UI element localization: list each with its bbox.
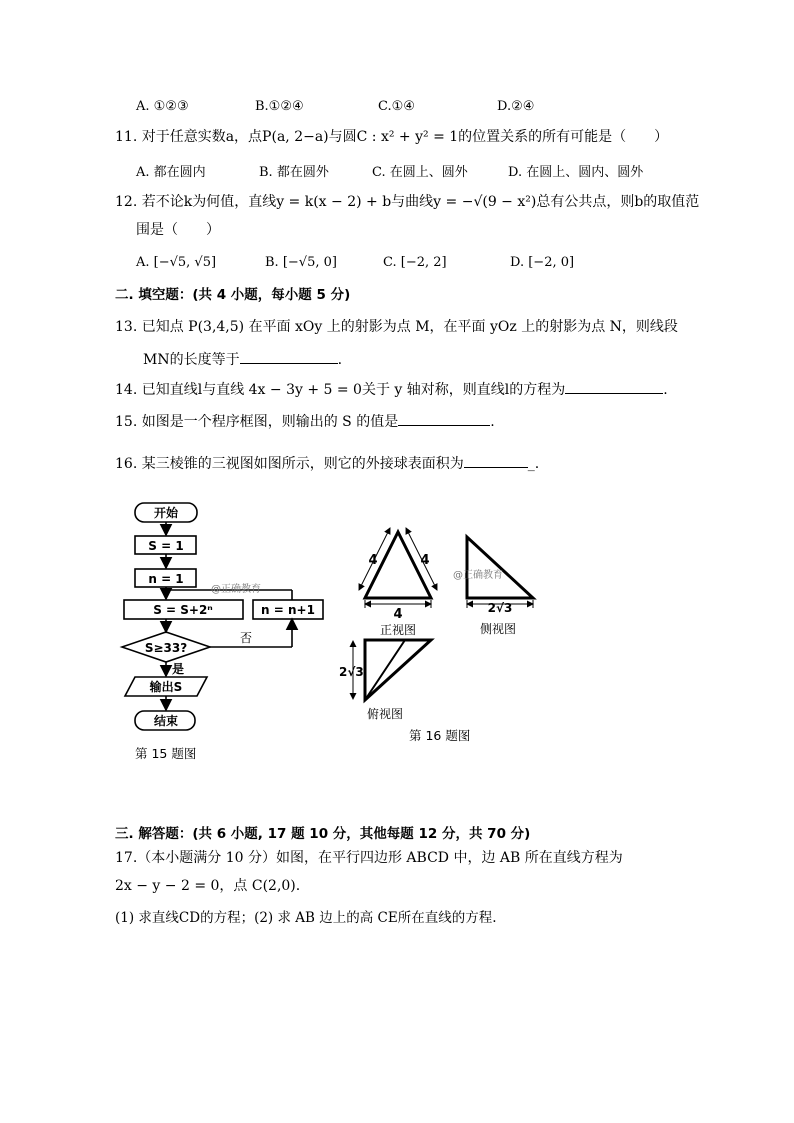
- q16-answer-blank[interactable]: [464, 453, 528, 468]
- q15-text: 15. 如图是一个程序框图，则输出的 S 的值是: [115, 414, 399, 430]
- q13-line2-text: MN的长度等于: [143, 352, 240, 368]
- flow-caption: 第 15 题图: [135, 746, 197, 761]
- flow-no-label: 否: [239, 631, 253, 645]
- front-view-label: 正视图: [379, 623, 417, 637]
- q16-suffix: _.: [527, 456, 540, 472]
- q12-option-c: C. [−2, 2]: [383, 255, 447, 270]
- q15-line: [115, 411, 495, 431]
- q14-line: [115, 379, 668, 399]
- q12-option-b: B. [−√5, 0]: [265, 255, 337, 270]
- q17-line1: 17.（本小题满分 10 分）如图，在平行四边形 ABCD 中，边 AB 所在直线方程为: [115, 850, 623, 866]
- front-edge-left-label: 4: [368, 553, 378, 568]
- side-view-triangle: [467, 537, 533, 598]
- three-view-figure: [335, 520, 555, 750]
- top-height-label: 2√3: [339, 665, 364, 679]
- q13-line1: 13. 已知点 P(3,4,5) 在平面 xOy 上的射影为点 M，在平面 yOz 上的射影为点 N，则线段: [115, 319, 678, 335]
- q13-line2: [143, 349, 342, 369]
- three-view-watermark: @正确教育: [453, 570, 503, 581]
- flow-start-text: 开始: [153, 506, 179, 520]
- q12-option-d: D. [−2, 0]: [510, 255, 575, 270]
- side-view-label: 侧视图: [479, 622, 517, 636]
- flow-end-text: 结束: [153, 714, 179, 728]
- q15-suffix: .: [490, 414, 495, 430]
- q11-stem: 11. 对于任意实数a，点P(a, 2−a)与圆C : x² + y² = 1的位置关系的所有可能是（ ）: [115, 129, 669, 145]
- q11-option-c: C. 在圆上、圆外: [372, 165, 468, 180]
- section2-heading: 二. 填空题：(共 4 小题，每小题 5 分): [115, 287, 351, 303]
- q10-option-b: B.①②④: [255, 99, 304, 114]
- flow-output-text: 输出S: [149, 680, 183, 694]
- three-view-caption: 第 16 题图: [409, 728, 471, 743]
- q11-option-d: D. 在圆上、圆内、圆外: [508, 165, 644, 180]
- flow-watermark: @正确教育: [211, 584, 261, 595]
- q14-answer-blank[interactable]: [565, 379, 663, 394]
- q12-stem-line1: 12. 若不论k为何值，直线y = k(x − 2) + b与曲线y = −√(9 − x²)总有公共点，则b的取值范: [115, 194, 700, 210]
- q10-option-c: C.①④: [378, 99, 415, 114]
- q16-text: 16. 某三棱锥的三视图如图所示，则它的外接球表面积为: [115, 456, 464, 472]
- q11-option-a: A. 都在圆内: [136, 165, 206, 180]
- q10-option-a: A. ①②③: [136, 99, 189, 114]
- flow-condition-text: S≥33?: [144, 641, 188, 655]
- front-edge-bottom-label: 4: [393, 607, 403, 622]
- q14-suffix: .: [663, 382, 668, 398]
- q12-option-a: A. [−√5, √5]: [136, 255, 217, 270]
- flow-s-update-text: S = S+2ⁿ: [153, 603, 213, 617]
- q17-line3: (1) 求直线CD的方程；(2) 求 AB 边上的高 CE所在直线的方程.: [115, 910, 497, 926]
- flow-yes-label: 是: [171, 662, 185, 676]
- side-base-label: 2√3: [487, 601, 513, 615]
- flow-n-update-text: n = n+1: [261, 603, 315, 617]
- q13-answer-blank[interactable]: [240, 349, 338, 364]
- q13-line2-suffix: .: [337, 352, 343, 368]
- q15-answer-blank[interactable]: [398, 411, 490, 426]
- q10-option-d: D.②④: [497, 99, 535, 114]
- flowchart-figure: [115, 495, 330, 770]
- front-edge-right-label: 4: [420, 553, 430, 568]
- flow-s-init-text: S = 1: [148, 539, 184, 553]
- flow-n-init-text: n = 1: [148, 572, 184, 586]
- q11-option-b: B. 都在圆外: [259, 165, 329, 180]
- q17-line2: 2x − y − 2 = 0，点 C(2,0).: [115, 878, 301, 894]
- section3-heading: 三. 解答题：(共 6 小题, 17 题 10 分，其他每题 12 分，共 70 分): [115, 826, 531, 842]
- q14-text: 14. 已知直线l与直线 4x − 3y + 5 = 0关于 y 轴对称，则直线l的方程为: [115, 382, 566, 398]
- top-view-label: 俯视图: [367, 707, 404, 721]
- q12-stem-line2: 围是（ ）: [136, 222, 220, 238]
- q16-line: [115, 453, 539, 473]
